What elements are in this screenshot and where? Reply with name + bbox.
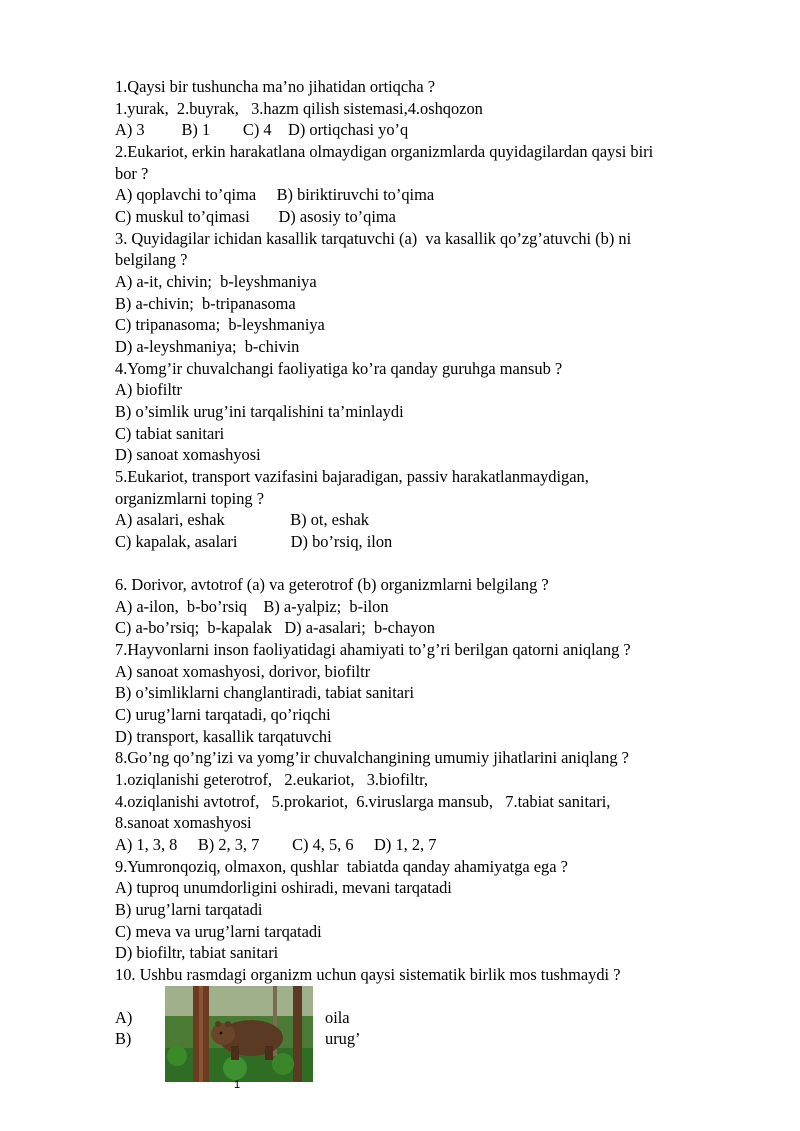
q7-option-b: B) o’simliklarni changlantiradi, tabiat sanitari	[115, 683, 415, 702]
q3-option-d: D) a-leyshmaniya; b-chivin	[115, 337, 300, 356]
q10-option-b-label: B)	[115, 1029, 132, 1048]
q9-option-c: C) meva va urug’larni tarqatadi	[115, 922, 322, 941]
q10-option-a-label: A)	[115, 1008, 133, 1027]
q3-option-a: A) a-it, chivin; b-leyshmaniya	[115, 272, 317, 291]
q8-question: 8.Go’ng qo’ng’izi va yomg’ir chuvalchangining umumiy jihatlarini aniqlang ?	[115, 748, 629, 767]
q8-items-3: 8.sanoat xomashyosi	[115, 813, 252, 832]
q9-option-a: A) tuproq unumdorligini oshiradi, mevani tarqatadi	[115, 878, 452, 897]
q8-options: A) 1, 3, 8 B) 2, 3, 7 C) 4, 5, 6 D) 1, 2, 7	[115, 835, 437, 854]
bear-illustration	[165, 986, 313, 1082]
q4-question: 4.Yomg’ir chuvalchangi faoliyatiga ko’ra qanday guruhga mansub ?	[115, 359, 563, 378]
q1-options: A) 3 B) 1 C) 4 D) ortiqchasi yo’q	[115, 120, 409, 139]
q4-option-c: C) tabiat sanitari	[115, 424, 225, 443]
q2-question: 2.Eukariot, erkin harakatlana olmaydigan organizmlarda quyidagilardan qaysi biri	[115, 142, 654, 161]
q6-question: 6. Dorivor, avtotrof (a) va geterotrof (b) organizmlarni belgilang ?	[115, 575, 549, 594]
q6-options-ab: A) a-ilon, b-bo’rsiq B) a-yalpiz; b-ilon	[115, 597, 389, 616]
q9-question: 9.Yumronqoziq, olmaxon, qushlar tabiatda qanday ahamiyatga ega ?	[115, 857, 568, 876]
q6-options-cd: C) a-bo’rsiq; b-kapalak D) a-asalari; b-chayon	[115, 618, 435, 637]
page-number: 1	[234, 1079, 241, 1091]
q3-question-cont: belgilang ?	[115, 250, 188, 269]
q7-option-a: A) sanoat xomashyosi, dorivor, biofiltr	[115, 662, 371, 681]
q10-option-a-text: oila	[325, 1008, 350, 1027]
q10-question: 10. Ushbu rasmdagi organizm uchun qaysi sistematik birlik mos tushmaydi ?	[115, 965, 621, 984]
q7-option-c: C) urug’larni tarqatadi, qo’riqchi	[115, 705, 331, 724]
q9-option-b: B) urug’larni tarqatadi	[115, 900, 263, 919]
q4-option-b: B) o’simlik urug’ini tarqalishini ta’minlaydi	[115, 402, 404, 421]
q2-question-cont: bor ?	[115, 164, 149, 183]
q3-option-c: C) tripanasoma; b-leyshmaniya	[115, 315, 325, 334]
q8-items-2: 4.oziqlanishi avtotrof, 5.prokariot, 6.viruslarga mansub, 7.tabiat sanitari,	[115, 792, 611, 811]
q4-option-a: A) biofiltr	[115, 380, 182, 399]
q3-question: 3. Quyidagilar ichidan kasallik tarqatuvchi (a) va kasallik qo’zg’atuvchi (b) ni	[115, 229, 632, 248]
q1-question: 1.Qaysi bir tushuncha ma’no jihatidan ortiqcha ?	[115, 77, 435, 96]
q2-options-cd: C) muskul to’qimasi D) asosiy to’qima	[115, 207, 396, 226]
q9-option-d: D) biofiltr, tabiat sanitari	[115, 943, 279, 962]
bear-in-forest-photo	[165, 986, 313, 1082]
q5-question: 5.Eukariot, transport vazifasini bajaradigan, passiv harakatlanmaydigan,	[115, 467, 589, 486]
q3-option-b: B) a-chivin; b-tripanasoma	[115, 294, 296, 313]
q5-question-cont: organizmlarni toping ?	[115, 489, 264, 508]
q5-options-ab: A) asalari, eshak B) ot, eshak	[115, 510, 369, 529]
q8-items-1: 1.oziqlanishi geterotrof, 2.eukariot, 3.biofiltr,	[115, 770, 428, 789]
q2-options-ab: A) qoplavchi to’qima B) biriktiruvchi to’qima	[115, 185, 435, 204]
q5-options-cd: C) kapalak, asalari D) bo’rsiq, ilon	[115, 532, 393, 551]
q7-option-d: D) transport, kasallik tarqatuvchi	[115, 727, 332, 746]
q10-option-b-text: urug’	[325, 1029, 361, 1048]
q1-items: 1.yurak, 2.buyrak, 3.hazm qilish sistemasi,4.oshqozon	[115, 99, 483, 118]
q4-option-d: D) sanoat xomashyosi	[115, 445, 261, 464]
q7-question: 7.Hayvonlarni inson faoliyatidagi ahamiyati to’g’ri berilgan qatorni aniqlang ?	[115, 640, 631, 659]
